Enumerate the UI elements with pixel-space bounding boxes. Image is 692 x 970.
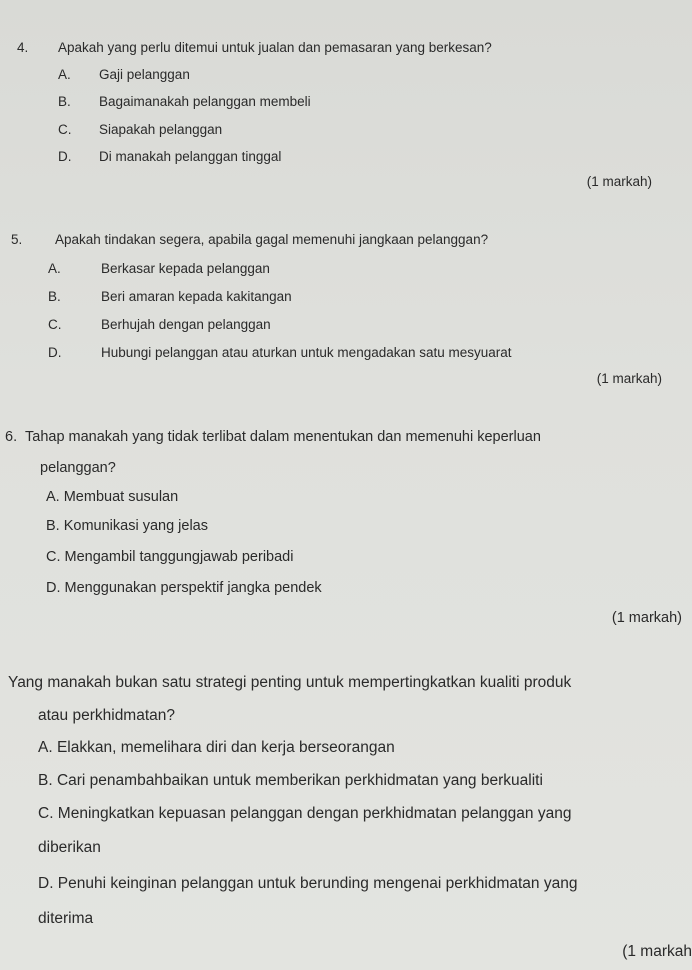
option-text: D. Penuhi keinginan pelanggan untuk berunding mengenai perkhidmatan yang: [38, 875, 578, 892]
question-text: Yang manakah bukan satu strategi penting untuk mempertingkatkan kualiti produk: [8, 674, 572, 691]
marks-label: (1 markah): [611, 610, 682, 626]
question-text: Tahap manakah yang tidak terlibat dalam menentukan dan memenuhi keperluan: [25, 429, 541, 445]
option-text: Siapakah pelanggan: [99, 122, 223, 137]
option-text: Beri amaran kepada kakitangan: [101, 289, 292, 304]
option-letter: C.: [48, 317, 62, 332]
option-text: Hubungi pelanggan atau aturkan untuk mengadakan satu mesyuarat: [101, 345, 512, 360]
question-text-cont: atau perkhidmatan?: [38, 707, 176, 724]
option-letter: B.: [48, 289, 61, 304]
option-text: Gaji pelanggan: [99, 67, 190, 82]
marks-label: (1 markah): [586, 174, 652, 189]
question-text: Apakah yang perlu ditemui untuk jualan dan pemasaran yang berkesan?: [58, 40, 492, 55]
option-text: Berhujah dengan pelanggan: [101, 317, 271, 332]
option-letter: D.: [58, 149, 72, 164]
question-number: 5.: [11, 232, 23, 247]
option-text: A. Elakkan, memelihara diri dan kerja berseorangan: [38, 739, 395, 756]
option-text: B. Cari penambahbaikan untuk memberikan perkhidmatan yang berkualiti: [38, 772, 543, 789]
option-letter: D.: [48, 345, 62, 360]
option-text-cont: diterima: [38, 910, 94, 927]
marks-label: (1 markah: [622, 943, 692, 960]
option-text: C. Mengambil tanggungjawab peribadi: [46, 549, 294, 565]
option-text: Berkasar kepada pelanggan: [101, 261, 270, 276]
option-letter: C.: [58, 122, 72, 137]
option-letter: A.: [58, 67, 71, 82]
option-text: D. Menggunakan perspektif jangka pendek: [46, 580, 322, 596]
option-text-cont: diberikan: [38, 839, 101, 856]
question-number: 4.: [17, 40, 29, 55]
question-text-cont: pelanggan?: [40, 460, 116, 476]
option-text: A. Membuat susulan: [46, 489, 179, 505]
question-number: 6.: [5, 429, 18, 445]
option-letter: A.: [48, 261, 61, 276]
option-text: C. Meningkatkan kepuasan pelanggan dengan perkhidmatan pelanggan yang: [38, 805, 572, 822]
option-text: Bagaimanakah pelanggan membeli: [99, 94, 311, 109]
option-letter: B.: [58, 94, 71, 109]
question-text: Apakah tindakan segera, apabila gagal memenuhi jangkaan pelanggan?: [55, 232, 489, 247]
option-text: Di manakah pelanggan tinggal: [99, 149, 282, 164]
marks-label: (1 markah): [596, 371, 662, 386]
option-text: B. Komunikasi yang jelas: [46, 518, 208, 534]
